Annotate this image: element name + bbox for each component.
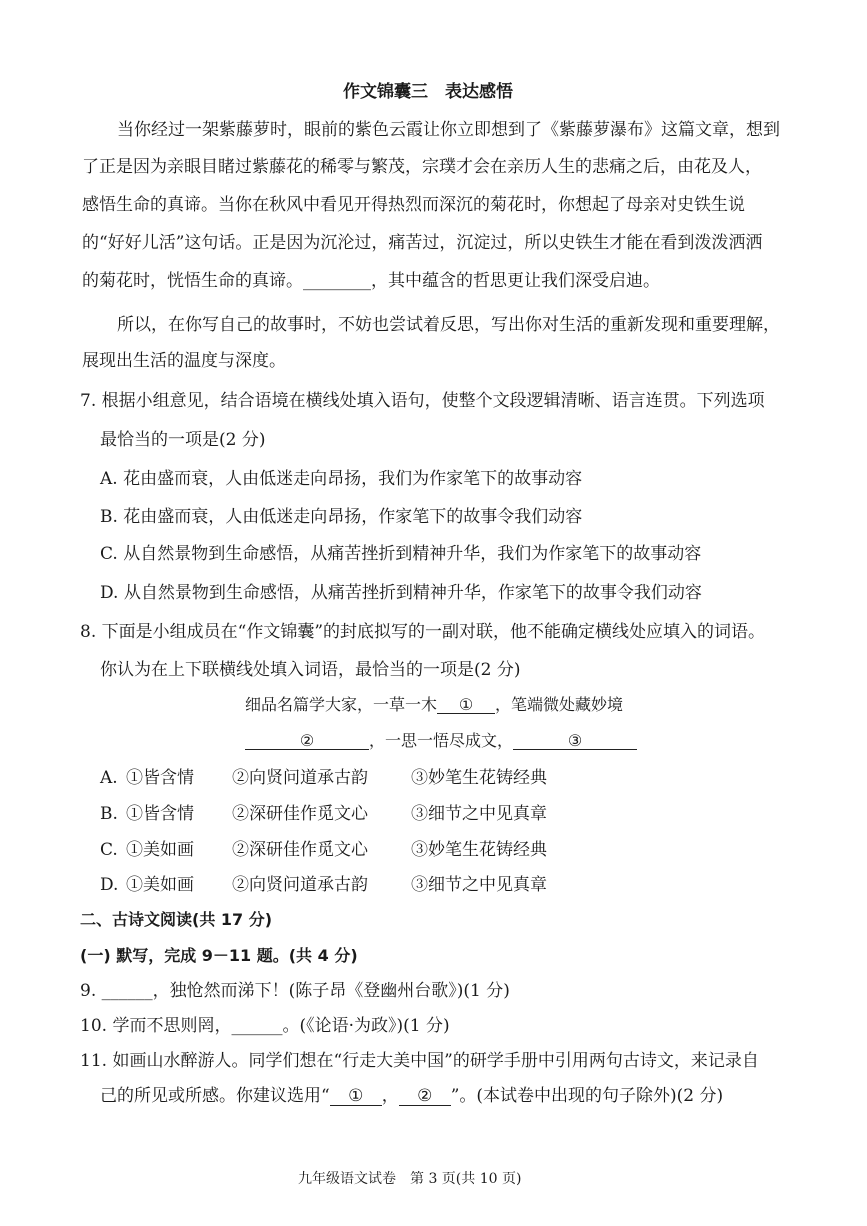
couplet-upper [245,697,623,714]
q7-option-d[interactable]: D. 从自然景物到生命感悟，从痛苦挫折到精神升华，作家笔下的故事令我们动容 [100,583,702,603]
q8-stem: 你认为在上下联横线处填入词语，最恰当的一项是(2 分) [100,660,521,680]
q11-line1: 11. 如画山水醉游人。同学们想在“行走大美中国”的研学手册中引用两句古诗文，来记录自 [80,1051,759,1071]
q7-stem: 最恰当的一项是(2 分) [100,430,266,450]
q7-option-b[interactable]: B. 花由盛而衰，人由低迷走向昂扬，作家笔下的故事令我们动容 [100,507,583,527]
q11-line2: 己的所见或所感。你建议选用“ ① ， ② ”。(本试卷中出现的句子除外)(2 分) [100,1086,724,1106]
q10: 10. 学而不思则罔，______。(《论语·为政》)(1 分) [80,1016,450,1036]
section2-subheading: (一) 默写，完成 9－11 题。(共 4 分) [80,946,358,965]
passage-line: 当你经过一架紫藤萝时，眼前的紫色云霞让你立即想到了《紫藤萝瀑布》这篇文章，想到 [117,120,780,140]
couplet-lower [245,733,637,750]
q7-stem: 7. 根据小组意见，结合语境在横线处填入语句，使整个文段逻辑清晰、语言连贯。下列选项 [80,391,765,411]
section2-heading: 二、古诗文阅读(共 17 分) [80,910,273,929]
page-footer: 九年级语文试卷 第 3 页(共 10 页) [298,1171,522,1187]
passage-line: 的菊花时，恍悟生命的真谛。________，其中蕴含的哲思更让我们深受启迪。 [82,271,660,291]
passage-line: 所以，在你写自己的故事时，不妨也尝试着反思，写出你对生活的重新发现和重要理解， [117,315,780,335]
couplet-text: ，一思一悟尽成文， [369,731,514,750]
passage-line: 感悟生命的真谛。当你在秋风中看见开得热烈而深沉的菊花时，你想起了母亲对史铁生说 [82,195,745,215]
passage-line: 的“好好儿活”这句话。正是因为沉沦过，痛苦过，沉淀过，所以史铁生才能在看到泼泼洒洒 [82,233,763,253]
q9: 9. ______，独怆然而涕下！(陈子昂《登幽州台歌》)(1 分) [80,981,510,1001]
couplet-text: 细品名篇学大家，一草一木 [245,695,438,714]
passage-line: 了正是因为亲眼目睹过紫藤花的稀零与繁茂，宗璞才会在亲历人生的悲痛之后，由花及人， [82,157,762,177]
q11-blank-2[interactable]: ② [399,1088,451,1106]
couplet-blank-2[interactable]: ② [245,733,369,750]
couplet-text: ，笔端微处藏妙境 [495,695,624,714]
passage-line: 展现出生活的温度与深度。 [82,351,286,371]
couplet-blank-3[interactable]: ③ [513,733,637,750]
q7-option-a[interactable]: A. 花由盛而衰，人由低迷走向昂扬，我们为作家笔下的故事动容 [100,469,583,489]
q8-stem: 8. 下面是小组成员在“作文锦囊”的封底拟写的一副对联，他不能确定横线处应填入的词语。 [80,622,766,642]
exam-page: 作文锦囊三 表达感悟 当你经过一架紫藤萝时，眼前的紫色云霞让你立即想到了《紫藤萝瀑布》这篇文章，想到 了正是因为亲眼目睹过紫藤花的稀零与繁茂，宗璞才会在亲历人生的悲痛之后，由花及人， 感悟生命的真谛。当你在秋风中看见开得热烈而深沉的菊花时，你想起了母亲对史铁生说 的“好好儿活”这句话。正是因为沉沦过，痛苦过，沉淀过，所以史铁生才能在看到泼泼洒洒 的菊花时，恍悟生命的真谛。________，其中蕴含的哲思更让我们深受启迪。 所以，在你写自己的故事时，不妨也尝试着反思，写出你对生活的重新发现和重要理解， 展现出生活的温度与深度。 7. 根据小组意见，结合语境在横线处填入语句，使整个文段逻辑清晰、语言连贯。下列选项 最恰当的一项是(2 分) A. 花由盛而衰，人由低迷走向昂扬，我们为作家笔下的故事动容 B. 花由盛而衰，人由低迷走向昂扬，作家笔下的故事令我们动容 C. 从自然景物到生命感悟，从痛苦挫折到精神升华，我们为作家笔下的故事动容 D. 从自然景物到生命感悟，从痛苦挫折到精神升华，作家笔下的故事令我们动容 8. 下面是小组成员在“作文锦囊”的封底拟写的一副对联，他不能确定横线处应填入的词语。 你认为在上下联横线处填入词语，最恰当的一项是(2 分) 细品名篇学大家，一草一木 ① ，笔端微处藏妙境 ② ，一思一悟尽成文， ③ A. ①皆含情 ②向贤问道承古韵 ③妙笔生花铸经典 B. ①皆含情 ②深研佳作觅文心 ③细节之中见真章 C. ①美如画 ②深研佳作觅文心 ③妙笔生花铸经典 D. ①美如画 ②向贤问道承古韵 ③细节之中见真章 二、古诗文阅读(共 17 分) (一) 默写，完成 9－11 题。(共 4 分) 9. ______，独怆然而涕下！(陈子昂《登幽州台歌》)(1 分) 10. 学而不思则罔，______。(《论语·为政》)(1 分) 11. 如画山水醉游人。同学们想在“行走大美中国”的研学手册中引用两句古诗文，来记录自 己的所见或所感。你建议选用“ ① ， ② ”。(本试卷中出现的句子除外)(2 分) 九年级语文试卷 第 3 页(共 10 页) [80,82,780,1187]
couplet-blank-1[interactable]: ① [437,697,495,714]
section-title: 作文锦囊三 表达感悟 [343,82,513,102]
q7-option-c[interactable]: C. 从自然景物到生命感悟，从痛苦挫折到精神升华，我们为作家笔下的故事动容 [100,544,702,564]
q11-blank-1[interactable]: ① [330,1088,382,1106]
